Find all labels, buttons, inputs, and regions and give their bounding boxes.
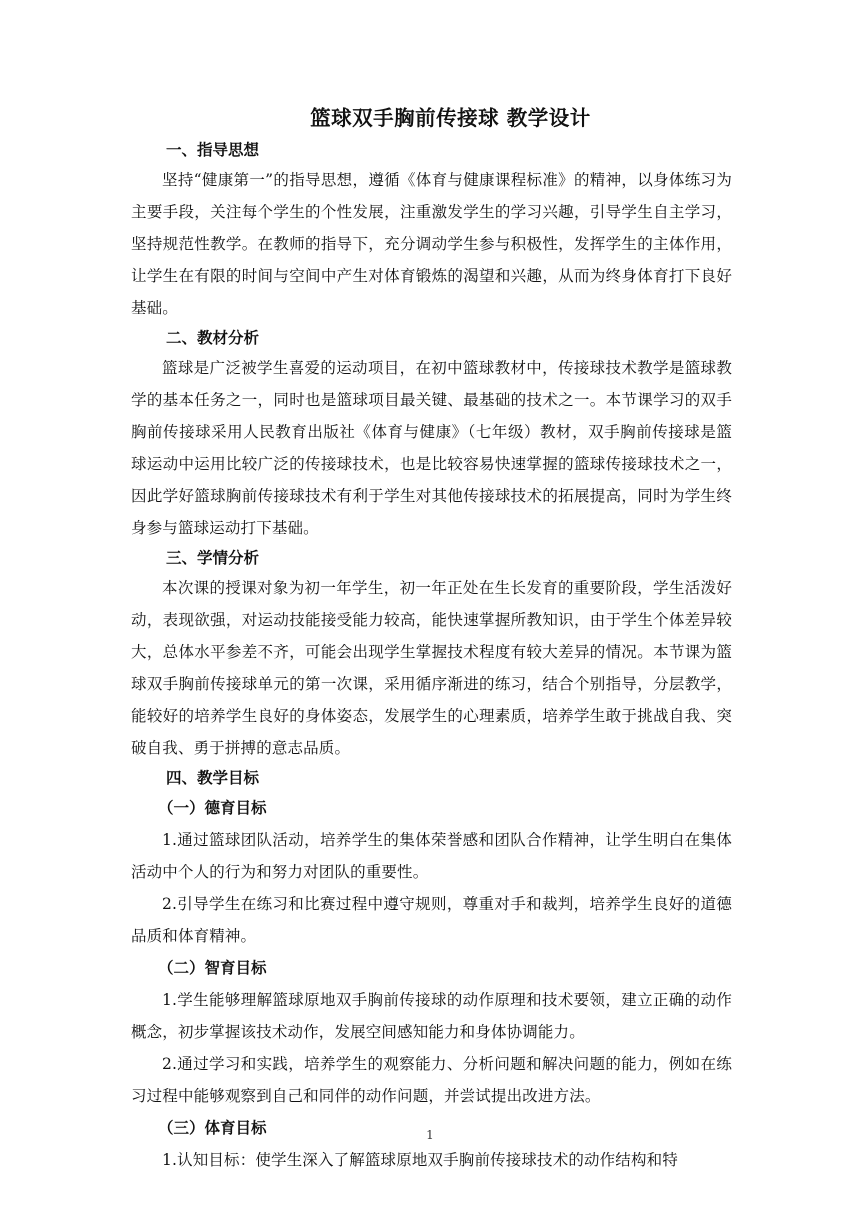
moral-goal-item-2: 2.引导学生在练习和比赛过程中遵守规则，尊重对手和裁判，培养学生良好的道德品质和体育精神。 [131,895,732,945]
page-number: 1 [426,1128,434,1142]
section-body-material: 篮球是广泛被学生喜爱的运动项目，在初中篮球教材中，传接球技术教学是篮球教学的基本任务之一，同时也是篮球项目最关键、最基础的技术之一。本节课学习的双手胸前传接球采用人民教育出版社《体育与健康》（七年级）教材，双手胸前传接球是篮球运动中运用比较广泛的传接球技术，也是比较容易快速掌握的篮球传接球技术之一，因此学好篮球胸前传接球技术有利于学生对其他传接球技术的拓展提高，同时为学生终身参与篮球运动打下基础。 [131,359,732,537]
document-title: 篮球双手胸前传接球 教学设计 [310,106,591,130]
subheading-moral-goals: （一）德育目标 [158,799,267,817]
section-body-guiding: 坚持“健康第一”的指导思想，遵循《体育与健康课程标准》的精神，以身体练习为主要手段，关注每个学生的个性发展，注重激发学生的学习兴趣，引导学生自主学习，坚持规范性教学。在教师的指导下，充分调动学生参与积极性，发挥学生的主体作用，让学生在有限的时间与空间中产生对体育锻炼的渴望和兴趣，从而为终身体育打下良好基础。 [131,171,732,317]
intellect-goal-item-2: 2.通过学习和实践，培养学生的观察能力、分析问题和解决问题的能力，例如在练习过程中能够观察到自己和同伴的动作问题，并尝试提出改进方法。 [131,1055,732,1105]
section-heading-guiding: 一、指导思想 [166,141,260,159]
section-body-learner: 本次课的授课对象为初一年学生，初一年正处在生长发育的重要阶段，学生活泼好动，表现欲强，对运动技能接受能力较高，能快速掌握所教知识，由于学生个体差异较大，总体水平参差不齐，可能会出现学生掌握技术程度有较大差异的情况。本节课为篮球双手胸前传接球单元的第一次课，采用循序渐进的练习，结合个别指导，分层教学，能较好的培养学生良好的身体姿态，发展学生的心理素质，培养学生敢于挑战自我、突破自我、勇于拼搏的意志品质。 [131,579,732,757]
subheading-physical-goals: （三）体育目标 [158,1119,267,1137]
subheading-intellect-goals: （二）智育目标 [158,959,267,977]
section-heading-goals: 四、教学目标 [166,769,260,787]
section-heading-material: 二、教材分析 [166,329,260,347]
moral-goal-item-1: 1.通过篮球团队活动，培养学生的集体荣誉感和团队合作精神，让学生明白在集体活动中个人的行为和努力对团队的重要性。 [131,831,732,881]
physical-goal-item-1: 1.认知目标：使学生深入了解篮球原地双手胸前传接球技术的动作结构和特 [162,1151,678,1169]
intellect-goal-item-1: 1.学生能够理解篮球原地双手胸前传接球的动作原理和技术要领，建立正确的动作概念，初步掌握该技术动作，发展空间感知能力和身体协调能力。 [131,991,732,1041]
section-heading-learner: 三、学情分析 [166,549,260,567]
